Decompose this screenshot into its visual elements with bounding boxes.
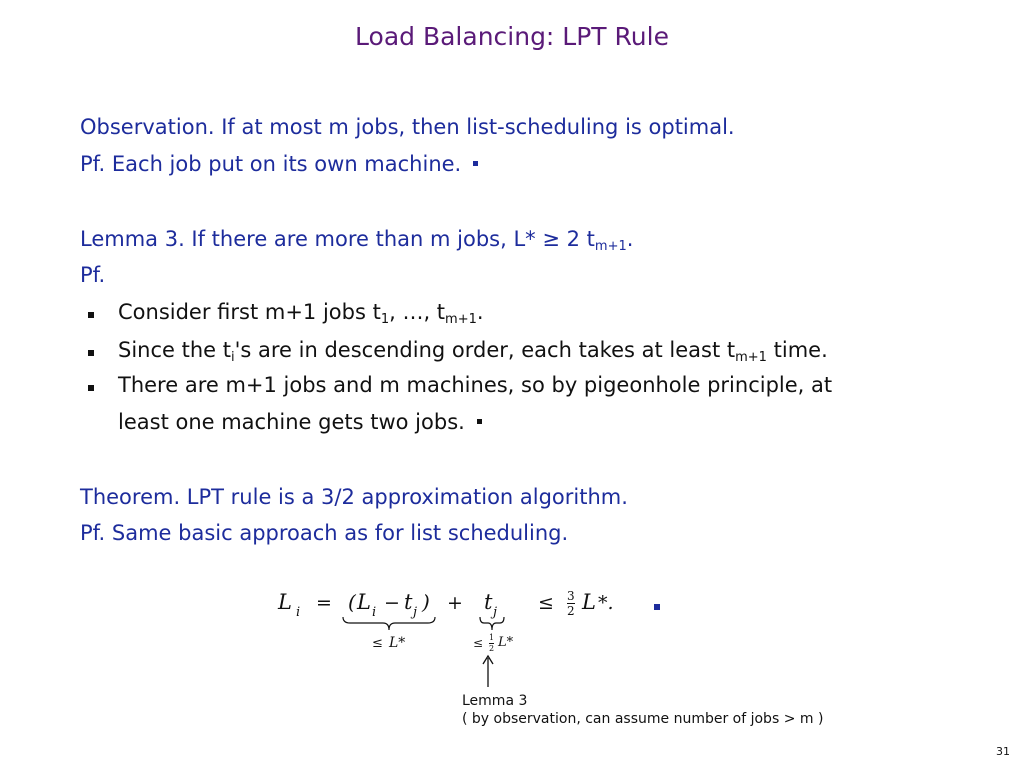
eq-sub-j2: j	[493, 605, 498, 620]
eq-plus: +	[447, 592, 463, 614]
brace1-le: ≤	[372, 636, 383, 651]
eq-L: L	[278, 590, 292, 614]
lemma-bullet-1: Consider first m+1 jobs $t_1$, …, $t_{m+1}$.	[118, 300, 484, 327]
observation-statement: Observation. If at most m jobs, then list-scheduling is optimal.	[80, 115, 735, 139]
lemma-proof-label: Pf.	[80, 263, 106, 287]
theorem-proof: Pf. Same basic approach as for list scheduling.	[80, 521, 569, 545]
lemma-bullet-2: Since the $t_i's$ are in descending order, each takes at least $t_{m+1}$ time.	[118, 338, 828, 365]
eq-t: t	[404, 590, 413, 614]
brace1-Lstar: L*	[389, 635, 406, 651]
lemma-bullet-3: There are m+1 jobs and m machines, so by pigeonhole principle, at	[118, 373, 833, 397]
eq-t2: t	[484, 590, 493, 614]
lemma-statement: Lemma 3. If there are more than m jobs, L* ≥ 2 $t_{m+1}$.	[80, 227, 634, 254]
geq-symbol: ≥	[542, 227, 560, 251]
eq-rparen: )	[422, 590, 430, 614]
eq-sub-j: j	[413, 605, 418, 620]
bullet-icon	[88, 385, 94, 391]
slide-title: Load Balancing: LPT Rule	[355, 22, 669, 51]
eq-le: ≤	[538, 592, 554, 614]
qed-square-icon	[473, 161, 478, 166]
eq-frac-1-2: 1 2	[489, 633, 495, 653]
eq-equals: =	[316, 592, 332, 614]
lemma-bullet-3-cont: least one machine gets two jobs.	[118, 411, 482, 434]
eq-minus: −	[384, 592, 400, 614]
up-arrow-icon	[481, 654, 495, 688]
qed-square-icon	[477, 419, 482, 424]
brace2-Lstar: L*	[498, 635, 514, 650]
eq-sub-i2: i	[372, 605, 377, 620]
theorem-statement: Theorem. LPT rule is a 3/2 approximation algorithm.	[80, 485, 628, 509]
eq-star: *.	[598, 592, 614, 614]
eq-frac-3-2: 3 2	[567, 589, 575, 618]
qed-square-icon	[654, 604, 660, 610]
bullet-icon	[88, 350, 94, 356]
page-number: 31	[996, 745, 1010, 758]
eq-Lstar: L	[582, 590, 596, 614]
bullet-icon	[88, 312, 94, 318]
eq-lparen: (	[348, 590, 356, 614]
brace2-le: ≤	[473, 636, 484, 650]
eq-L2: L	[357, 590, 371, 614]
eq-sub-i: i	[296, 605, 301, 620]
underbrace-1-icon	[342, 616, 436, 632]
underbrace-2-icon	[479, 616, 505, 632]
observation-proof: Pf. Each job put on its own machine.	[80, 153, 478, 176]
lemma-note: Lemma 3 ( by observation, can assume number of jobs > m )	[462, 693, 824, 728]
